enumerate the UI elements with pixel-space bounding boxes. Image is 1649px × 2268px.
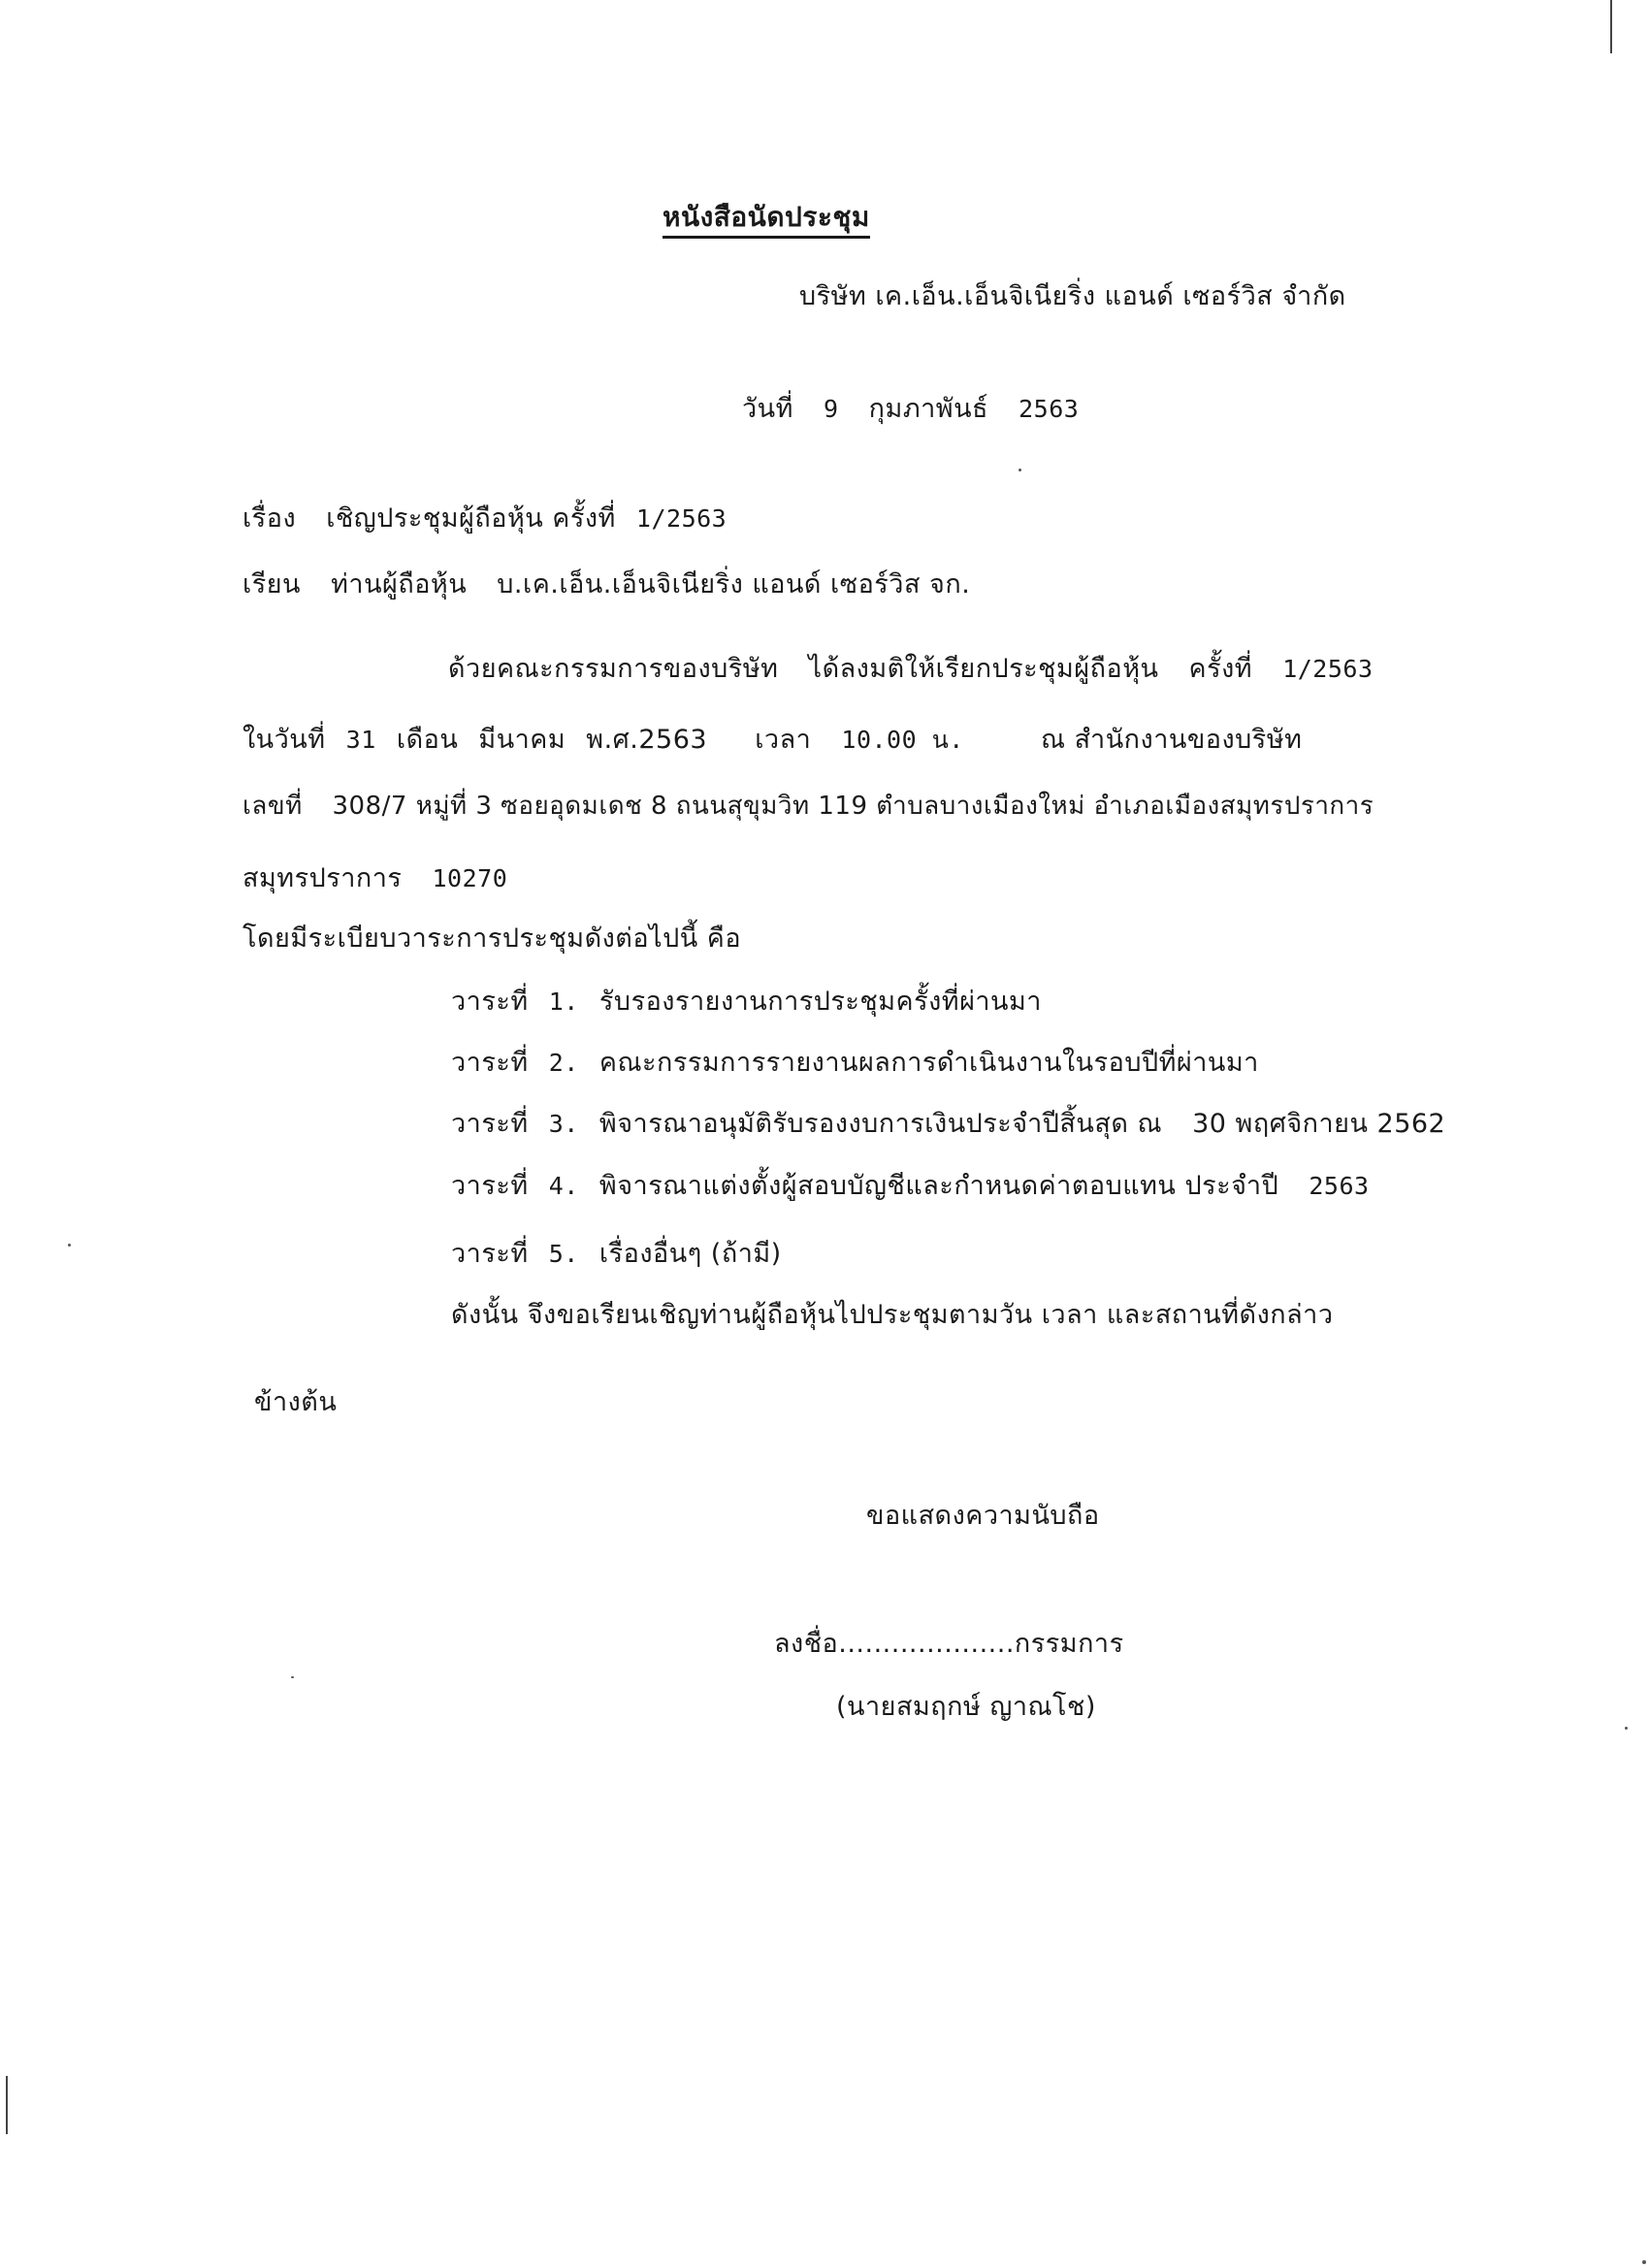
body-line-4 bbox=[242, 861, 507, 896]
recipient-label: เรียน bbox=[242, 569, 302, 599]
company-header: บริษัท เค.เอ็น.เอ็นจิเนียริ่ง แอนด์ เซอร์วิส จำกัด bbox=[799, 281, 1346, 311]
agenda-number: 3. bbox=[548, 1110, 579, 1138]
address-text: 308/7 หมู่ที่ 3 ซอยอุดมเดช 8 ถนนสุขุมวิท 119 ตำบลบางเมืองใหม่ อำเภอเมืองสมุทรปราการ bbox=[332, 792, 1374, 821]
agenda-text: เรื่องอื่นๆ (ถ้ามี) bbox=[598, 1239, 782, 1269]
agenda-item-4 bbox=[451, 1169, 1370, 1204]
scan-speck bbox=[1642, 2260, 1646, 2264]
date-line bbox=[742, 392, 1079, 427]
date-label: วันที่ bbox=[742, 394, 793, 424]
meeting-place: ณ สำนักงานของบริษัท bbox=[1040, 725, 1303, 755]
agenda-number: 2. bbox=[548, 1049, 579, 1077]
date-day: 9 bbox=[824, 395, 839, 423]
recipient-text: ท่านผู้ถือหุ้น bbox=[331, 569, 468, 599]
date-month: กุมภาพันธ์ bbox=[868, 394, 989, 424]
agenda-label: วาระที่ bbox=[451, 1048, 529, 1078]
subject-number: 1/2563 bbox=[635, 504, 728, 533]
agenda-extra: 30 พฤศจิกายน 2562 bbox=[1192, 1109, 1446, 1139]
agenda-item-5 bbox=[451, 1237, 782, 1272]
agenda-number: 1. bbox=[548, 988, 579, 1016]
agenda-text: พิจารณาอนุมัติรับรองงบการเงินประจำปีสิ้นสุด ณ bbox=[598, 1109, 1163, 1139]
recipient-company: บ.เค.เอ็น.เอ็นจิเนียริ่ง แอนด์ เซอร์วิส จก. bbox=[497, 569, 971, 599]
document-title: หนังสือนัดประชุม bbox=[663, 201, 870, 239]
agenda-item-3 bbox=[451, 1107, 1445, 1142]
scan-speck bbox=[291, 1676, 294, 1678]
scan-edge-mark bbox=[6, 2076, 8, 2134]
scan-edge-mark bbox=[1610, 0, 1612, 53]
body-line-3 bbox=[242, 789, 1374, 824]
date-year: 2563 bbox=[1018, 395, 1080, 423]
address-label: เลขที่ bbox=[242, 792, 303, 821]
closing-line-1: ดังนั้น จึงขอเรียนเชิญท่านผู้ถือหุ้นไปประชุมตามวัน เวลา และสถานที่ดังกล่าว bbox=[451, 1300, 1334, 1330]
scan-speck bbox=[68, 1244, 71, 1247]
recipient-line bbox=[242, 567, 970, 602]
signer-name: (นายสมฤกษ์ ญาณโช) bbox=[836, 1692, 1096, 1722]
agenda-label: วาระที่ bbox=[451, 1171, 529, 1201]
agenda-label: วาระที่ bbox=[451, 1239, 529, 1269]
subject-line bbox=[242, 502, 727, 536]
agenda-number: 5. bbox=[548, 1240, 579, 1268]
meeting-time: 10.00 น. bbox=[841, 726, 964, 754]
agenda-label: วาระที่ bbox=[451, 987, 529, 1017]
meeting-time-label: เวลา bbox=[755, 725, 812, 755]
address-zip: 10270 bbox=[432, 864, 508, 892]
body-line1-text2: ได้ลงมติให้เรียกประชุมผู้ถือหุ้น bbox=[808, 654, 1159, 684]
agenda-extra: 2563 bbox=[1309, 1172, 1370, 1200]
meeting-day: 31 bbox=[345, 726, 376, 754]
body-line1-number: 1/2563 bbox=[1282, 655, 1374, 683]
address-province: สมุทรปราการ bbox=[242, 863, 403, 893]
agenda-label: วาระที่ bbox=[451, 1109, 529, 1139]
agenda-number: 4. bbox=[548, 1172, 579, 1200]
agenda-text: คณะกรรมการรายงานผลการดำเนินงานในรอบปีที่ผ่านมา bbox=[598, 1048, 1259, 1078]
meeting-day-label: ในวันที่ bbox=[242, 725, 326, 755]
meeting-year: พ.ศ.2563 bbox=[586, 725, 708, 755]
body-line1-label: ครั้งที่ bbox=[1188, 654, 1253, 684]
body-line-2 bbox=[242, 723, 1302, 758]
agenda-item-1 bbox=[451, 985, 1042, 1020]
signature-line: ลงชื่อ....................กรรมการ bbox=[774, 1629, 1124, 1659]
subject-label: เรื่อง bbox=[242, 503, 297, 534]
closing-line-2: ข้างต้น bbox=[254, 1387, 338, 1417]
scan-speck bbox=[1625, 1727, 1628, 1730]
agenda-intro: โดยมีระเบียบวาระการประชุมดังต่อไปนี้ คือ bbox=[242, 923, 742, 954]
meeting-month-label: เดือน bbox=[396, 725, 459, 755]
body-line-1 bbox=[448, 652, 1374, 687]
agenda-text: พิจารณาแต่งตั้งผู้สอบบัญชีและกำหนดค่าตอบแทน ประจำปี bbox=[598, 1171, 1279, 1201]
closing-regards: ขอแสดงความนับถือ bbox=[866, 1501, 1100, 1531]
agenda-item-2 bbox=[451, 1046, 1259, 1081]
body-line1-text: ด้วยคณะกรรมการของบริษัท bbox=[448, 654, 779, 684]
subject-text: เชิญประชุมผู้ถือหุ้น ครั้งที่ bbox=[326, 503, 616, 534]
meeting-month: มีนาคม bbox=[478, 725, 566, 755]
agenda-text: รับรองรายงานการประชุมครั้งที่ผ่านมา bbox=[598, 987, 1042, 1017]
scan-speck bbox=[1018, 469, 1021, 471]
